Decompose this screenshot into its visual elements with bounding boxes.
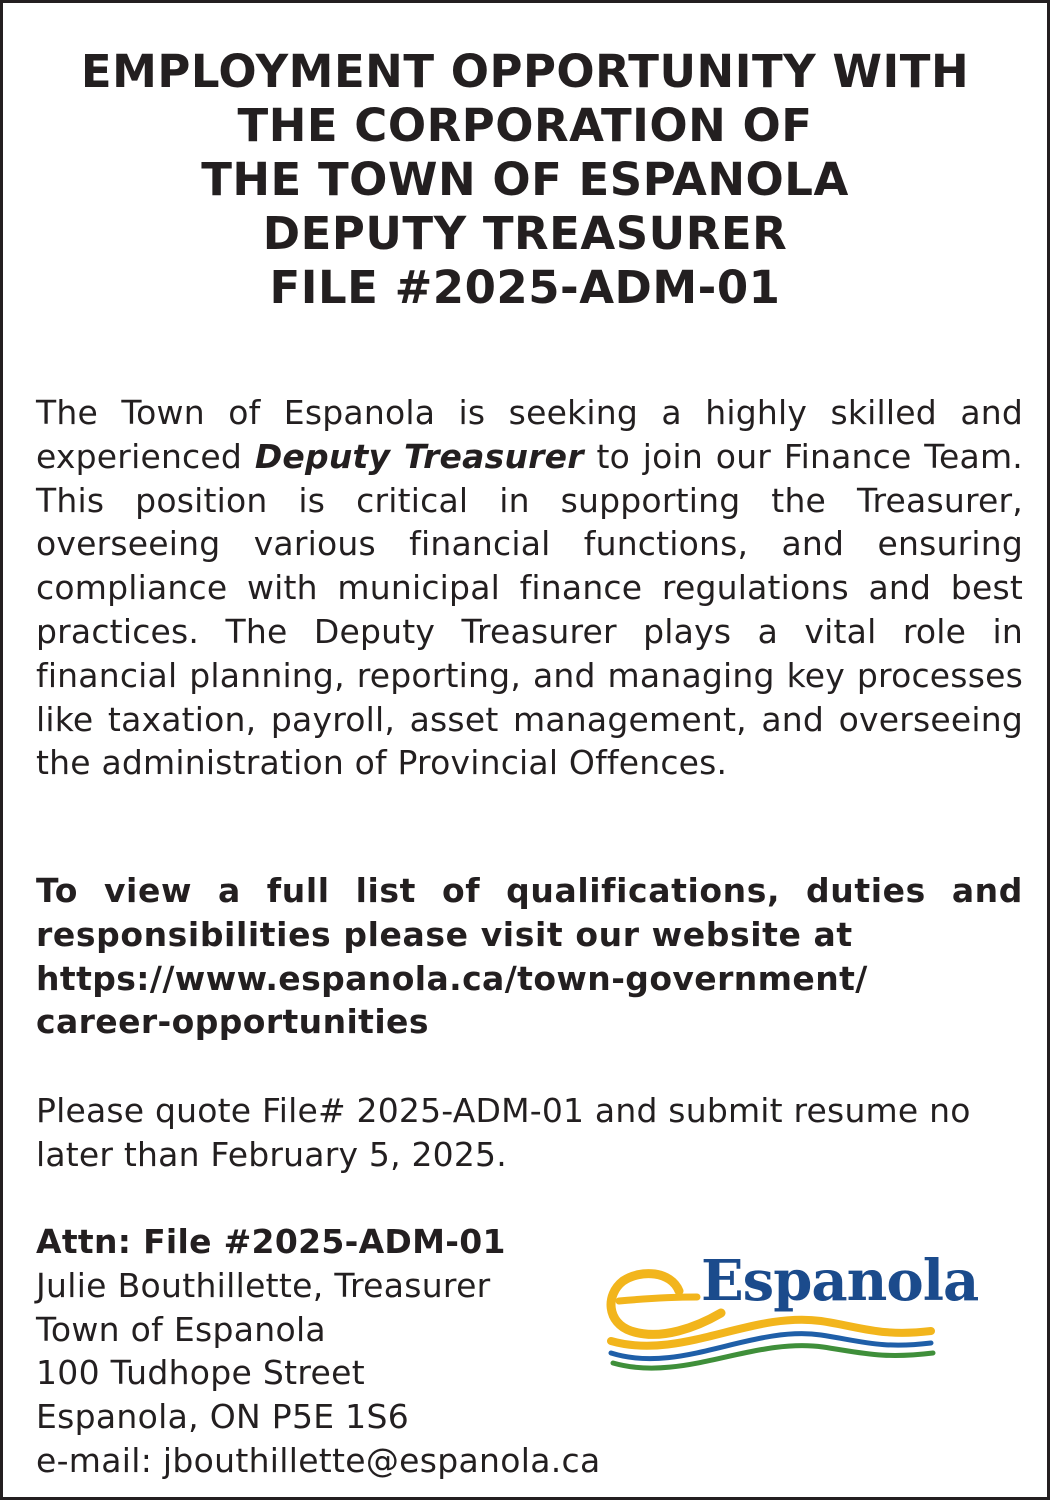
contact-email[interactable]: e-mail: jbouthillette@espanola.ca (36, 1440, 601, 1480)
website-paragraph (36, 869, 1023, 1044)
website-instructions: To view a full list of qualifications, duties and responsibilities please visit our website at (36, 871, 1023, 954)
title-line: THE TOWN OF ESPANOLA (201, 153, 849, 206)
contact-block (36, 1220, 601, 1483)
website-link-line[interactable]: career-opportunities (36, 1002, 429, 1042)
position-name: Deputy Treasurer (254, 436, 584, 476)
website-link[interactable] (36, 957, 1023, 1045)
posting-title (23, 45, 1027, 315)
intro-paragraph (36, 391, 1023, 785)
title-line: THE CORPORATION OF (237, 99, 813, 152)
intro-text-before: The Town of Espanola is seeking a highly skilled and experienced (36, 393, 1023, 476)
contact-city: Espanola, ON P5E 1S6 (36, 1397, 410, 1437)
contact-street: 100 Tudhope Street (36, 1353, 366, 1393)
contact-org: Town of Espanola (36, 1309, 326, 1349)
attn-line: Attn: File #2025-ADM-01 (36, 1222, 506, 1261)
deadline-paragraph: Please quote File# 2025-ADM-01 and submit resume no later than February 5, 2025. (36, 1091, 971, 1174)
espanola-logo (601, 1241, 1021, 1381)
contact-name: Julie Bouthillette, Treasurer (36, 1265, 491, 1305)
title-line: DEPUTY TREASURER (262, 207, 788, 260)
title-line: FILE #2025-ADM-01 (269, 261, 781, 314)
title-line: EMPLOYMENT OPPORTUNITY WITH (80, 45, 970, 98)
website-link-line[interactable]: https://www.espanola.ca/town-government/ (36, 958, 868, 998)
logo-wordmark: Espanola (701, 1248, 979, 1314)
intro-text-after: to join our Finance Team. This position is critical in supporting the Treasurer, overseeing various financial functions, and ensuring compliance with municipal finance regulations and best practices. The Deputy Treasurer plays a vital role in financial planning, reporting, and managing key processes like taxation, payroll, asset management, and overseeing the administration of Provincial Offences. (36, 436, 1023, 783)
